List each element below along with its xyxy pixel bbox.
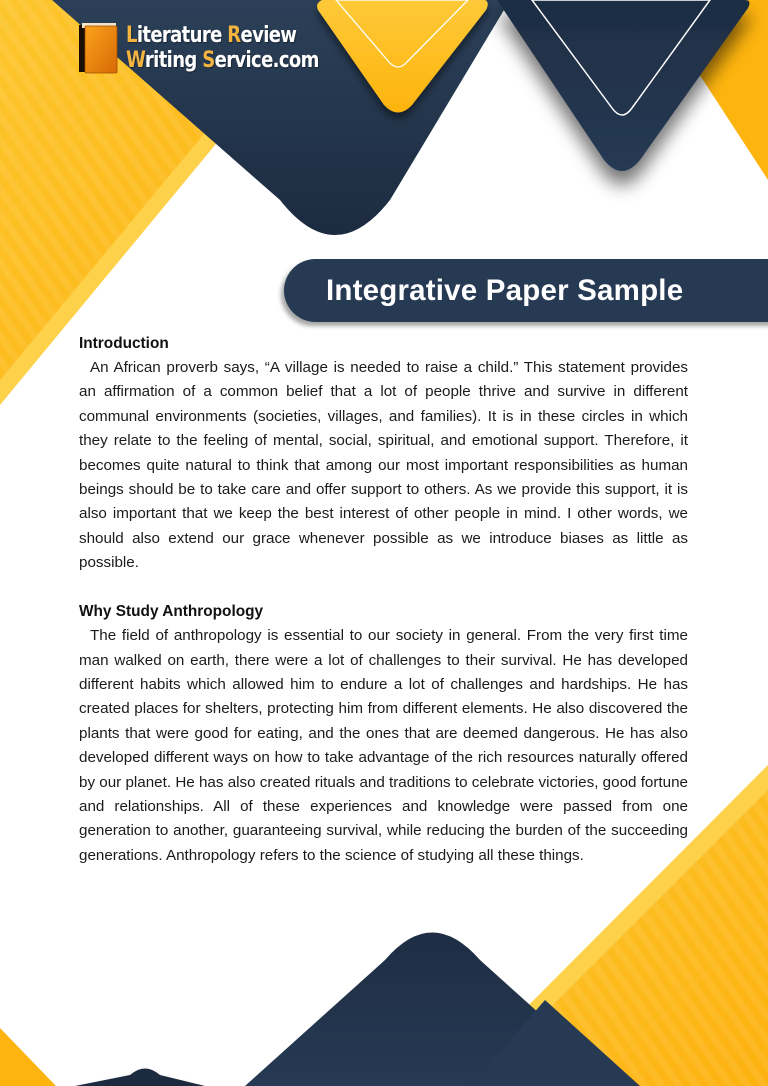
document-body — [79, 332, 688, 868]
section-why-study-anthropology — [79, 600, 688, 868]
book-icon — [78, 22, 118, 74]
logo-line-2: Writing Service.com — [126, 48, 319, 73]
title-banner — [284, 259, 768, 322]
section-paragraph: The field of anthropology is essential to our society in general. From the very first time man walked on earth, there were a lot of challenges to their survival. He has developed different habits which allowed him to endure a lot of challenges and hardships. He has created places for shelters, protecting him from different elements. He also discovered the plants that were good for eating, and the ones that are deemed dangerous. He has also developed different ways on how to take advantage of the rich resources naturally offered by our planet. He has also created rituals and traditions to celebrate victories, good fortune and relationships. All of these experiences and knowledge were passed from one generation to another, guaranteeing survival, while reducing the burden of the succeeding generations. Anthropology refers to the science of studying all these things. — [79, 627, 688, 864]
logo-wordmark — [126, 23, 319, 73]
logo-line-1: Literature Review — [126, 23, 297, 48]
page-title: Integrative Paper Sample — [326, 273, 684, 307]
section-introduction — [79, 332, 688, 576]
section-heading: Why Study Anthropology — [79, 603, 264, 621]
section-heading: Introduction — [79, 335, 169, 352]
section-paragraph: An African proverb says, “A village is needed to raise a child.” This statement provides an affirmation of a common belief that a lot of people thrive and survive in different communal environments (societies, villages, and families). It is in these circles in which they relate to the feeling of mental, social, spiritual, and emotional support. Therefore, it becomes quite natural to think that among our most important responsibilities as human beings should be to take care and offer support to others. As we provide this support, it is also important that we keep the best interest of other people in mind. I other words, we should also extend our grace whenever possible as we introduce biases as little as possible. — [79, 359, 688, 572]
brand-logo[interactable] — [78, 22, 361, 74]
